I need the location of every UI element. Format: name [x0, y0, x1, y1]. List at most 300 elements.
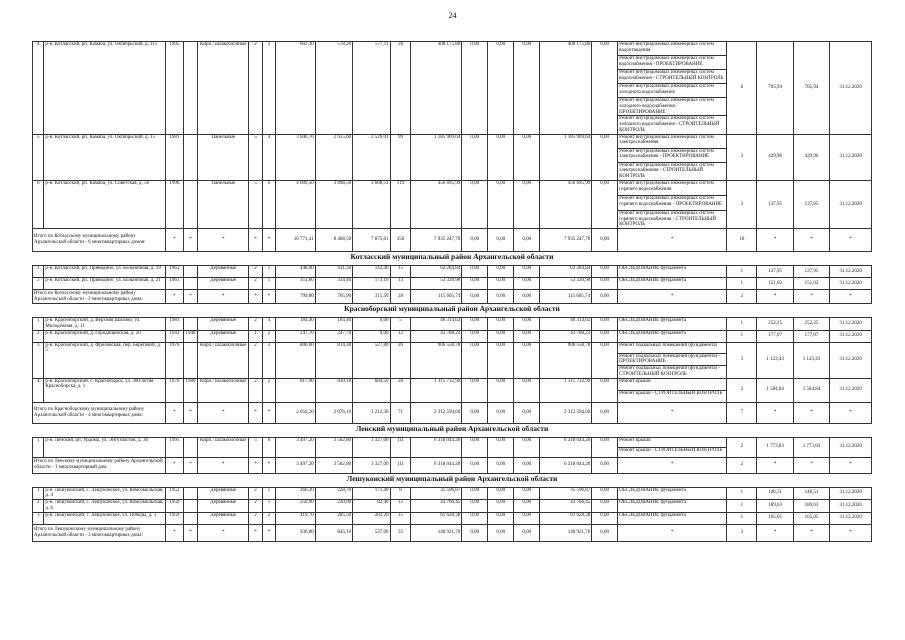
row-number: 6	[33, 180, 44, 228]
wall-material: Деревянные	[198, 330, 249, 342]
residential-area: 228,70	[315, 487, 352, 500]
work-type: ОБСЛЕДОВАНИЕ фундамента	[618, 278, 727, 290]
repair-cost: 35 596,87	[411, 487, 462, 500]
residential-area: 830,10	[315, 378, 352, 402]
year-built-mark: *	[166, 457, 184, 473]
year-built-mark: *	[166, 229, 184, 252]
fund-other: 0,00	[592, 266, 618, 278]
wall-material-mark: *	[198, 229, 249, 252]
unit-cost: 705,94	[757, 42, 793, 135]
repair-cost: 62 284,84	[411, 266, 462, 278]
residential-area: 431,50	[315, 266, 352, 278]
entrances-mark: *	[262, 229, 276, 252]
fund-owners: 408 175,80	[540, 42, 592, 135]
fund-owners: 61 628,38	[540, 512, 592, 524]
floors: 2	[249, 342, 263, 378]
max-unit-cost: 137,95	[793, 266, 829, 278]
total-area: 250,90	[276, 500, 316, 513]
living-area: 3 608,51	[353, 180, 390, 228]
year-commissioned	[183, 342, 198, 378]
work-type: Ремонт подвальных помещений (фундамента) - СТРОИТЕЛЬНЫЙ КОНТРОЛЬ	[618, 366, 727, 379]
max-unit-cost-mark: *	[793, 402, 829, 423]
units: 3	[727, 134, 757, 180]
row-number: 2	[33, 500, 44, 513]
address-cell: р-н. Лешуконский, с. Лешуконское, ул. Победы, д. 3	[44, 512, 166, 524]
row-number: 4	[33, 42, 44, 135]
work-type-mark: *	[618, 457, 727, 473]
max-unit-cost: 1 773,83	[793, 437, 829, 457]
residents: 99	[390, 134, 411, 180]
table-row	[33, 378, 872, 390]
fund-other: 0,00	[592, 330, 618, 342]
units: 1	[727, 487, 757, 500]
fund-regional: 0,00	[488, 437, 514, 457]
living-area: 82,40	[353, 500, 390, 513]
fund-owners: 53 320,90	[540, 278, 592, 290]
fund-local: 0,00	[514, 229, 540, 252]
total-area: 817,90	[276, 378, 316, 402]
wall-material: Кирп./ шлакоблочные	[198, 42, 249, 135]
work-type: Ремонт внутридомовых инженерных систем водоотведения	[618, 42, 727, 56]
row-number: 2	[33, 278, 44, 290]
fund-federal: 0,00	[462, 134, 488, 180]
table-row	[33, 180, 872, 195]
fund-federal: 0,00	[462, 229, 488, 252]
fund-owners: 906 558,78	[540, 342, 592, 378]
fund-local: 0,00	[514, 134, 540, 180]
residents: 28	[390, 378, 411, 402]
year-built: 1996	[166, 180, 184, 228]
wall-material: Деревянные	[198, 512, 249, 524]
max-unit-cost: 705,94	[793, 42, 829, 135]
year-built: 1995	[166, 437, 184, 457]
living-area: 527,80	[353, 342, 390, 378]
total-row	[33, 457, 872, 473]
max-unit-cost-mark: *	[793, 290, 829, 304]
unit-cost: 151,02	[757, 278, 793, 290]
total-area: 936,80	[276, 524, 316, 541]
total-area: 3 040,76	[276, 134, 316, 180]
year-commissioned-mark: *	[183, 290, 198, 304]
total-label: Итого по Ленскому муниципальному району Архангельской области - 1 многоквартирный дом:	[33, 457, 166, 473]
fund-federal: 0,00	[462, 500, 488, 513]
floors: 5	[249, 134, 263, 180]
total-row	[33, 402, 872, 423]
fund-federal: 0,00	[462, 512, 488, 524]
residents: 5	[390, 318, 411, 331]
repair-cost: 906 558,78	[411, 342, 462, 378]
fund-other: 0,00	[592, 378, 618, 402]
fund-other: 0,00	[592, 134, 618, 180]
unit-cost-mark: *	[757, 524, 793, 541]
fund-regional: 0,00	[488, 342, 514, 378]
completion-date: 31.12.2020	[830, 378, 872, 402]
fund-other: 0,00	[592, 318, 618, 331]
region-title: Ленский муниципальный район Архангельской области	[33, 423, 872, 437]
residential-area: 184,40	[315, 318, 352, 331]
residents: 15	[390, 512, 411, 524]
address-cell: р-н. Ленский, рп. Урдома, ул. Энтузиастов, д. 36	[44, 437, 166, 457]
region-title: Котласский муниципальный район Архангельской области	[33, 252, 872, 266]
units: 3	[727, 180, 757, 228]
year-built: 1976	[166, 342, 184, 378]
fund-regional: 0,00	[488, 500, 514, 513]
work-type: Ремонт крыши	[618, 378, 727, 390]
units: 1	[727, 266, 757, 278]
work-type-mark: *	[618, 290, 727, 304]
fund-federal: 0,00	[462, 180, 488, 228]
completion-date-mark: *	[830, 229, 872, 252]
total-area: 602,30	[276, 42, 316, 135]
table-row	[33, 278, 872, 290]
table-row	[33, 500, 872, 513]
address-cell: р-н. Котласский, рп. Приводино, ул. Больничная, д. 19	[44, 266, 166, 278]
entrances-mark: *	[262, 524, 276, 541]
work-type: ОБСЛЕДОВАНИЕ фундамента	[618, 318, 727, 331]
completion-date-mark: *	[830, 402, 872, 423]
year-commissioned	[183, 500, 198, 513]
entrances-mark: *	[262, 290, 276, 304]
address-cell: р-н. Котласский, рп. Приводино, ул. Больничная, д. 21	[44, 278, 166, 290]
repair-cost: 61 628,38	[411, 512, 462, 524]
year-commissioned: 1980	[183, 378, 198, 402]
fund-federal: 0,00	[462, 342, 488, 378]
row-number: 3	[33, 342, 44, 378]
residential-area: 845,10	[315, 524, 352, 541]
repair-cost: 2 312 594,60	[411, 402, 462, 423]
residents: 356	[390, 229, 411, 252]
work-type: ОБСЛЕДОВАНИЕ фундамента	[618, 500, 727, 513]
residential-area: 765,90	[315, 290, 352, 304]
total-area: 419,70	[276, 512, 316, 524]
completion-date: 31.12.2020	[830, 180, 872, 228]
year-commissioned	[183, 512, 198, 524]
fund-federal: 0,00	[462, 290, 488, 304]
residents: 71	[390, 402, 411, 423]
repair-cost: 7 935 247,70	[411, 229, 462, 252]
residents: 119	[390, 180, 411, 228]
floors: 2	[249, 500, 263, 513]
residential-area: 230,90	[315, 500, 352, 513]
total-area: 4 609,50	[276, 180, 316, 228]
floors: 5	[249, 437, 263, 457]
fund-local: 0,00	[514, 290, 540, 304]
residents: 35	[390, 524, 411, 541]
fund-local: 0,00	[514, 342, 540, 378]
residents: 26	[390, 342, 411, 378]
work-type: ОБСЛЕДОВАНИЕ фундамента	[618, 266, 727, 278]
fund-regional: 0,00	[488, 42, 514, 135]
floors: 2	[249, 378, 263, 402]
fund-regional: 0,00	[488, 487, 514, 500]
max-unit-cost-mark: *	[793, 229, 829, 252]
fund-local: 0,00	[514, 524, 540, 541]
units: 2	[727, 378, 757, 402]
fund-local: 0,00	[514, 378, 540, 402]
address-cell: р-н. Красноборский, д. Верхняя Шилово, ул. Молодежная, д. 11	[44, 318, 166, 331]
fund-federal: 0,00	[462, 266, 488, 278]
fund-federal: 0,00	[462, 457, 488, 473]
fund-regional: 0,00	[488, 318, 514, 331]
completion-date-mark: *	[830, 290, 872, 304]
completion-date: 31.12.2020	[830, 500, 872, 513]
units: 2	[727, 437, 757, 457]
completion-date: 31.12.2020	[830, 266, 872, 278]
fund-owners: 140 921,70	[540, 524, 592, 541]
year-built-mark: *	[166, 402, 184, 423]
fund-federal: 0,00	[462, 318, 488, 331]
repair-cost: 46 314,62	[411, 318, 462, 331]
fund-local: 0,00	[514, 180, 540, 228]
residential-area: 247,70	[315, 330, 352, 342]
work-type: Ремонт крыши - СТРОИТЕЛЬНЫЙ КОНТРОЛЬ	[618, 447, 727, 457]
units: 3	[727, 524, 757, 541]
work-type: Ремонт крыши - СТРОИТЕЛЬНЫЙ КОНТРОЛЬ	[618, 390, 727, 402]
fund-regional: 0,00	[488, 180, 514, 228]
fund-regional: 0,00	[488, 457, 514, 473]
fund-other: 0,00	[592, 278, 618, 290]
fund-other: 0,00	[592, 290, 618, 304]
living-area: 283,20	[353, 512, 390, 524]
wall-material: Деревянные	[198, 487, 249, 500]
address-cell: р-н. Котласский, рп. Камаба, ул. Советская, д. 56	[44, 180, 166, 228]
floors: 2	[249, 512, 263, 524]
living-area: 173,10	[353, 278, 390, 290]
completion-date: 31.12.2020	[830, 437, 872, 457]
wall-material: Деревянные	[198, 500, 249, 513]
floors-mark: *	[249, 402, 263, 423]
address-cell: р-н. Котласский, рп. Камаба, ул. Октябрьский, д. 15	[44, 134, 166, 180]
fund-other: 0,00	[592, 500, 618, 513]
wall-material: Деревянные	[198, 278, 249, 290]
table-row	[33, 134, 872, 148]
wall-material-mark: *	[198, 290, 249, 304]
entrances: 6	[262, 437, 276, 457]
work-type-mark: *	[618, 229, 727, 252]
units: 1	[727, 318, 757, 331]
year-built: 1961	[166, 266, 184, 278]
fund-other: 0,00	[592, 524, 618, 541]
entrances: 1	[262, 487, 276, 500]
total-label: Итого по Красноборскому муниципальному району Архангельской области - 4 многоквартирных дома:	[33, 402, 166, 423]
wall-material: Кирп./ шлакоблочные	[198, 437, 249, 457]
fund-owners: 1 315 732,99	[540, 378, 592, 402]
fund-federal: 0,00	[462, 278, 488, 290]
wall-material-mark: *	[198, 524, 249, 541]
region-header	[33, 304, 872, 318]
units: 18	[727, 229, 757, 252]
unit-cost: 137,95	[757, 180, 793, 228]
unit-cost: 177,07	[757, 330, 793, 342]
work-type: Ремонт внутридомовых инженерных систем электроснабжения - СТРОИТЕЛЬНЫЙ КОНТРОЛЬ	[618, 162, 727, 180]
wall-material: Деревянные	[198, 266, 249, 278]
floors: 1	[249, 330, 263, 342]
unit-cost-mark: *	[757, 290, 793, 304]
max-unit-cost: 1 123,43	[793, 342, 829, 378]
table-row	[33, 318, 872, 331]
work-type: Ремонт внутридомовых инженерных систем горячего водоснабжения	[618, 180, 727, 195]
unit-cost: 146,51	[757, 487, 793, 500]
fund-owners: 6 318 044,20	[540, 437, 592, 457]
table-body	[33, 42, 872, 542]
entrances: 2	[262, 42, 276, 135]
max-unit-cost: 137,95	[793, 180, 829, 228]
fund-local: 0,00	[514, 500, 540, 513]
fund-other: 0,00	[592, 42, 618, 135]
units: 1	[727, 500, 757, 513]
repair-cost: 43 788,23	[411, 330, 462, 342]
max-unit-cost-mark: *	[793, 457, 829, 473]
residential-area: 2 655,60	[315, 134, 352, 180]
floors-mark: *	[249, 229, 263, 252]
units: 3	[727, 342, 757, 378]
wall-material-mark: *	[198, 402, 249, 423]
total-area: 799,80	[276, 290, 316, 304]
fund-regional: 0,00	[488, 378, 514, 402]
residential-area: 578,20	[315, 42, 352, 135]
region-header	[33, 252, 872, 266]
repair-cost: 408 175,80	[411, 42, 462, 135]
year-commissioned	[183, 134, 198, 180]
entrances: 2	[262, 512, 276, 524]
residents: 28	[390, 42, 411, 135]
max-unit-cost-mark: *	[793, 524, 829, 541]
fund-federal: 0,00	[462, 524, 488, 541]
row-number: 5	[33, 134, 44, 180]
fund-regional: 0,00	[488, 134, 514, 180]
fund-other: 0,00	[592, 342, 618, 378]
residential-area: 3 562,80	[315, 457, 352, 473]
fund-local: 0,00	[514, 318, 540, 331]
units: 2	[727, 457, 757, 473]
fund-owners: 43 788,23	[540, 330, 592, 342]
floors-mark: *	[249, 457, 263, 473]
entrances-mark: *	[262, 457, 276, 473]
repair-cost: 53 320,90	[411, 278, 462, 290]
table-row	[33, 487, 872, 500]
year-commissioned	[183, 42, 198, 135]
completion-date: 31.12.2020	[830, 278, 872, 290]
fund-local: 0,00	[514, 266, 540, 278]
completion-date: 31.12.2020	[830, 42, 872, 135]
year-commissioned: 1948	[183, 330, 198, 342]
living-area: 2 526,01	[353, 134, 390, 180]
unit-cost: 1 584,84	[757, 378, 793, 402]
residents: 8	[390, 487, 411, 500]
floors: 2	[249, 42, 263, 135]
fund-local: 0,00	[514, 487, 540, 500]
floors: 2	[249, 266, 263, 278]
unit-cost-mark: *	[757, 402, 793, 423]
floors-mark: *	[249, 290, 263, 304]
region-title: Красноборский муниципальный район Архангельской области	[33, 304, 872, 318]
row-number: 1	[33, 266, 44, 278]
year-built: 1959	[166, 512, 184, 524]
fund-owners: 115 605,74	[540, 290, 592, 304]
repair-cost: 456 695,99	[411, 180, 462, 228]
residents: 15	[390, 266, 411, 278]
fund-owners: 35 596,87	[540, 487, 592, 500]
total-label: Итого по Котласскому муниципальному району Архангельской области - 2 многоквартирных дома:	[33, 290, 166, 304]
entrances-mark: *	[262, 402, 276, 423]
completion-date-mark: *	[830, 457, 872, 473]
total-label: Итого по Котласскому муниципальному району Архангельской области - 6 многоквартирных домов:	[33, 229, 166, 252]
work-type: Ремонт внутридомовых инженерных систем горячего водоснабжения - СТРОИТЕЛЬНЫЙ КОНТРОЛЬ	[618, 210, 727, 228]
entrances: 1	[262, 500, 276, 513]
entrances: 4	[262, 134, 276, 180]
work-type: Ремонт внутридомовых инженерных систем водоснабжения - СТРОИТЕЛЬНЫЙ КОНТРОЛЬ	[618, 70, 727, 84]
fund-local: 0,00	[514, 278, 540, 290]
wall-material: Панельные	[198, 134, 249, 180]
completion-date: 31.12.2020	[830, 330, 872, 342]
year-built: 1956	[166, 500, 184, 513]
units: 1	[727, 278, 757, 290]
max-unit-cost: 151,02	[793, 278, 829, 290]
fund-local: 0,00	[514, 402, 540, 423]
table-row	[33, 437, 872, 447]
entrances: 2	[262, 330, 276, 342]
table-row	[33, 266, 872, 278]
fund-local: 0,00	[514, 42, 540, 135]
completion-date-mark: *	[830, 524, 872, 541]
residential-area: 334,40	[315, 278, 352, 290]
repair-cost: 115 605,74	[411, 290, 462, 304]
address-cell: р-н. Красноборский, с. Красноборск, ул. 300-летия Красноборска, д. 1	[44, 378, 166, 402]
residents: 111	[390, 457, 411, 473]
unit-cost: 252,25	[757, 318, 793, 331]
total-row	[33, 229, 872, 252]
wall-material: Панельные	[198, 180, 249, 228]
unit-cost: 1 123,43	[757, 342, 793, 378]
total-label: Итого по Лешуконскому муниципальному району Архангельской области - 3 многоквартирных дома:	[33, 524, 166, 541]
unit-cost: 1 773,83	[757, 437, 793, 457]
residential-area: 2 076,10	[315, 402, 352, 423]
units: 6	[727, 42, 757, 135]
units: 1	[727, 512, 757, 524]
completion-date: 31.12.2020	[830, 512, 872, 524]
fund-regional: 0,00	[488, 278, 514, 290]
total-area: 3 497,20	[276, 437, 316, 457]
fund-other: 0,00	[592, 402, 618, 423]
living-area: 1 212,30	[353, 402, 390, 423]
fund-federal: 0,00	[462, 378, 488, 402]
work-type: Ремонт внутридомовых инженерных систем холодного водоснабжения	[618, 84, 727, 98]
repair-cost: 140 921,70	[411, 524, 462, 541]
address-cell: р-н. Лешуконский, с. Лешуконское, ул. Комсомольская, д. 4	[44, 487, 166, 500]
total-area: 247,70	[276, 330, 316, 342]
fund-regional: 0,00	[488, 229, 514, 252]
year-built: 1981	[166, 134, 184, 180]
residents: 12	[390, 500, 411, 513]
work-type-mark: *	[618, 524, 727, 541]
floors: 5	[249, 180, 263, 228]
repair-cost: 6 318 044,20	[411, 437, 462, 457]
region-title: Лешуконский муниципальный район Архангельской области	[33, 473, 872, 487]
total-area: 3 497,20	[276, 457, 316, 473]
row-number: 4	[33, 378, 44, 402]
fund-federal: 0,00	[462, 487, 488, 500]
year-commissioned	[183, 266, 198, 278]
fund-regional: 0,00	[488, 402, 514, 423]
entrances: 1	[262, 266, 276, 278]
units: 1	[727, 330, 757, 342]
fund-other: 0,00	[592, 512, 618, 524]
fund-owners: 1 185 969,64	[540, 134, 592, 180]
table-row	[33, 330, 872, 342]
fund-owners: 7 935 247,70	[540, 229, 592, 252]
units: 7	[727, 402, 757, 423]
fund-federal: 0,00	[462, 330, 488, 342]
